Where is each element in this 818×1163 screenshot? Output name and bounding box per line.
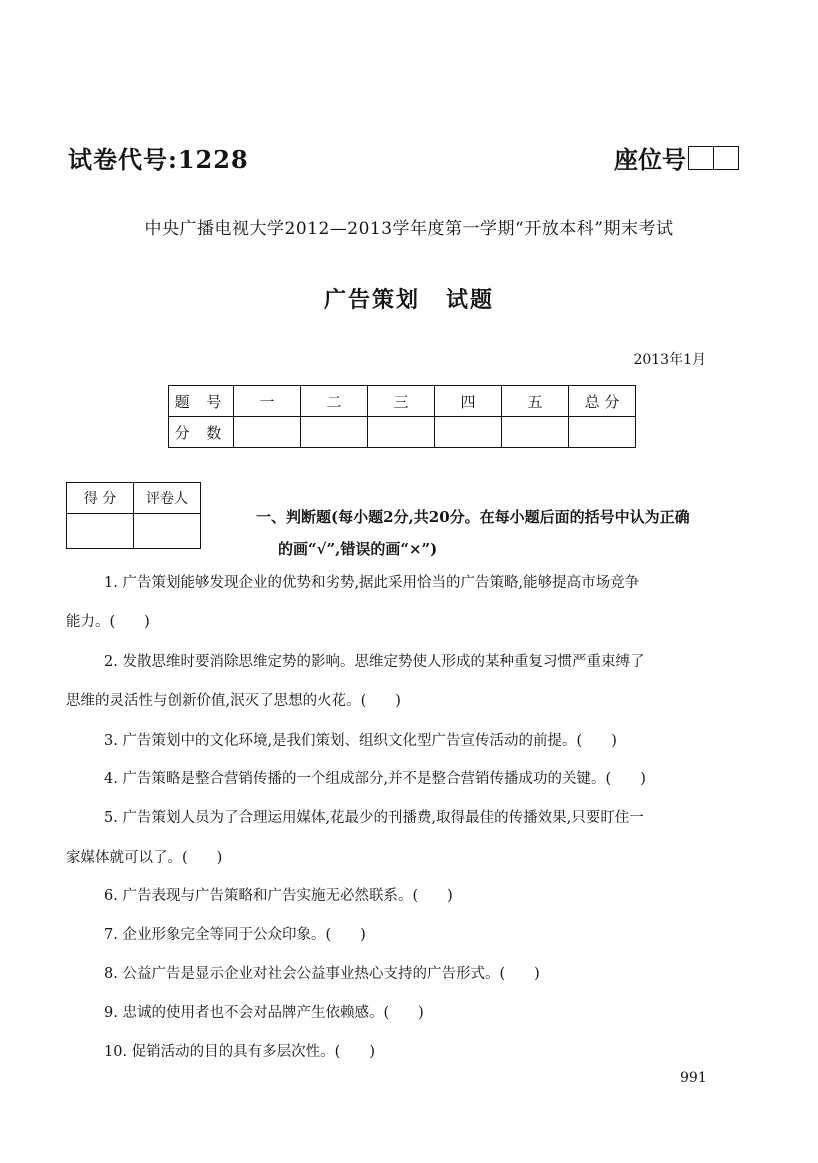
section-title-continued: 的画“√”,错误的画“×”) [278,540,438,558]
subject-name: 广告策划 [323,288,420,313]
question-2-cont: 思维的灵活性与创新价值,泯灭了思想的火花。( ) [66,693,401,709]
score-table-col: 三 [368,386,435,417]
question-5-cont: 家媒体就可以了。( ) [66,850,223,866]
score-cell[interactable] [569,417,636,448]
question-1-cont: 能力。( ) [66,614,150,630]
score-table [168,385,636,448]
seat-box [688,146,714,170]
score-cell[interactable] [435,417,502,448]
question-3: 3. 广告策划中的文化环境,是我们策划、组织文化型广告宣传活动的前提。( ) [104,733,617,749]
score-cell[interactable] [234,417,301,448]
seat-number-boxes [688,146,739,170]
question-9: 9. 忠诚的使用者也不会对品牌产生依赖感。( ) [104,1005,424,1021]
question-7: 7. 企业形象完全等同于公众印象。( ) [104,927,366,943]
score-table-col: 一 [234,386,301,417]
question-4: 4. 广告策略是整合营销传播的一个组成部分,并不是整合营销传播成功的关键。( ) [104,771,646,787]
score-table-row1-head: 题 号 [169,386,234,417]
seat-number-label: 座位号 [614,145,686,174]
question-6: 6. 广告表现与广告策略和广告实施无必然联系。( ) [104,888,453,904]
grader-box [66,482,201,549]
seat-number [614,140,739,175]
seat-box [713,146,739,170]
subject-title [0,283,818,314]
score-table-col: 二 [301,386,368,417]
exam-date: 2013年1月 [633,352,706,368]
grader-score-cell[interactable] [67,514,134,549]
grader-score-label: 得 分 [67,483,134,514]
score-cell[interactable] [301,417,368,448]
question-10: 10. 促销活动的目的具有多层次性。( ) [104,1044,375,1060]
section-title: 一、判断题(每小题2分,共20分。在每小题后面的括号中认为正确 [256,508,690,526]
grader-name-cell[interactable] [134,514,201,549]
subject-suffix: 试题 [446,288,495,313]
score-cell[interactable] [502,417,569,448]
exam-title: 中央广播电视大学2012—2013学年度第一学期“开放本科”期末考试 [144,219,674,239]
question-5: 5. 广告策划人员为了合理运用媒体,花最少的刊播费,取得最佳的传播效果,只要盯住一 [104,810,644,826]
score-table-col: 五 [502,386,569,417]
question-2: 2. 发散思维时要消除思维定势的影响。思维定势使人形成的某种重复习惯严重束缚了 [104,654,645,670]
score-table-score-row [169,417,636,448]
score-table-col: 四 [435,386,502,417]
grader-name-label: 评卷人 [134,483,201,514]
score-table-header-row [169,386,636,417]
question-8: 8. 公益广告是显示企业对社会公益事业热心支持的广告形式。( ) [104,966,540,982]
paper-code: 试卷代号:1228 [68,145,249,174]
score-table-col: 总 分 [569,386,636,417]
score-table-row2-head: 分 数 [169,417,234,448]
page-number: 991 [680,1070,707,1086]
score-cell[interactable] [368,417,435,448]
question-1: 1. 广告策划能够发现企业的优势和劣势,据此采用恰当的广告策略,能够提高市场竞争 [104,575,640,591]
